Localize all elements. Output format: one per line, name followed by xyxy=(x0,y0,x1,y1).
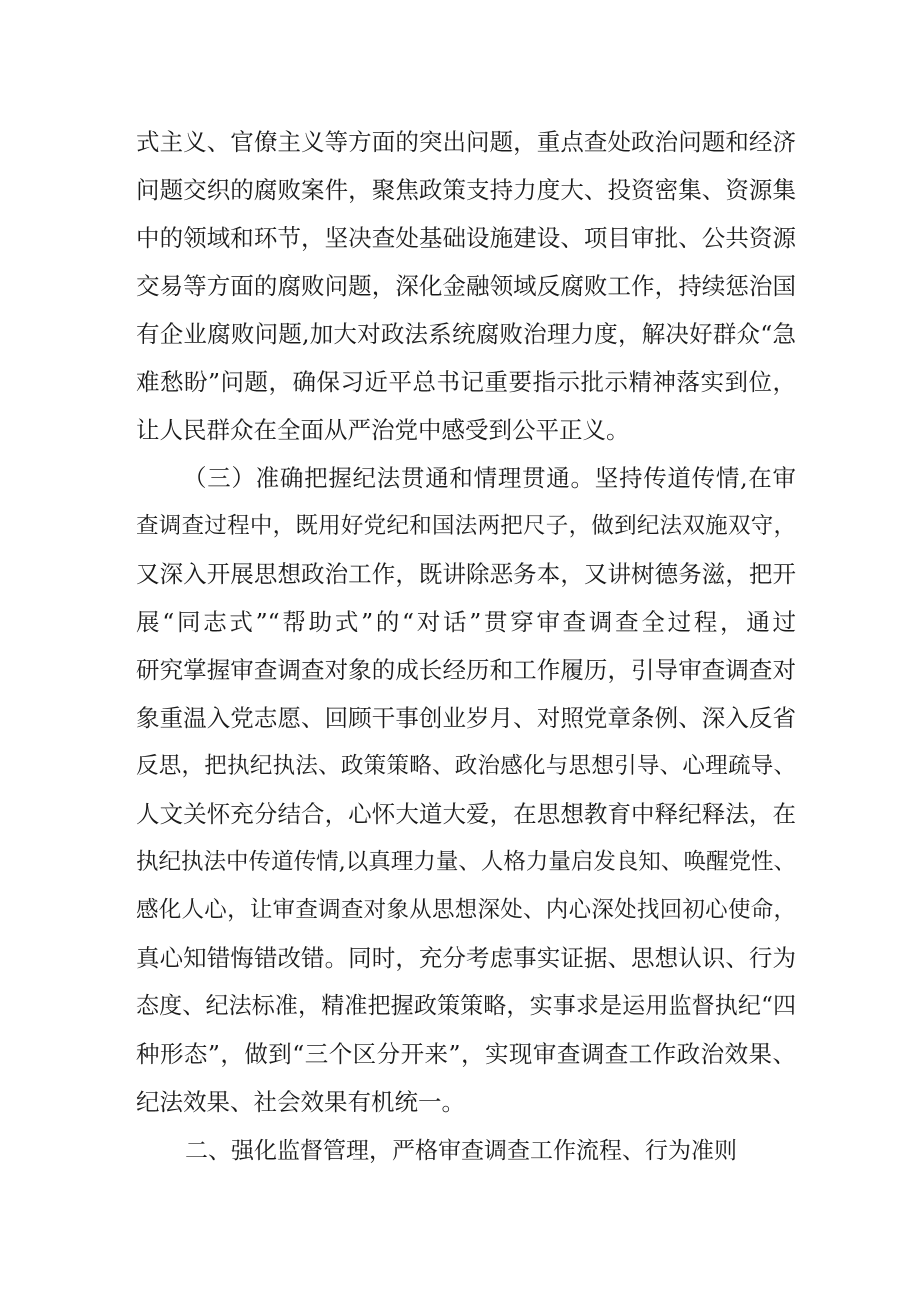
paragraph-1-line-3: 中的领域和环节，坚决查处基础设施建设、项目审批、公共资源 xyxy=(136,224,796,252)
section-heading-2: 二、强化监督管理，严格审查调查工作流程、行为准则 xyxy=(185,1138,737,1164)
paragraph-2-line-9: 执纪执法中传道传情,以真理力量、人格力量启发良知、唤醒党性、 xyxy=(136,849,796,875)
paragraph-2-line-3: 又深入开展思想政治工作，既讲除恶务本，又讲树德务滋，把开 xyxy=(136,560,796,588)
paragraph-2-line-13: 种形态”，做到“三个区分开来”，实现审查调查工作政治效果、 xyxy=(136,1040,796,1068)
paragraph-2-line-5: 研究掌握审查调查对象的成长经历和工作履历，引导审查调查对 xyxy=(136,656,796,684)
paragraph-2-line-12: 态度、纪法标准，精准把握政策策略，实事求是运用监督执纪“四 xyxy=(136,993,796,1019)
paragraph-2-line-6: 象重温入党志愿、回顾干事创业岁月、对照党章条例、深入反省 xyxy=(136,704,796,732)
paragraph-1-line-4: 交易等方面的腐败问题，深化金融领域反腐败工作，持续惩治国 xyxy=(136,272,796,300)
paragraph-1-line-1: 式主义、官僚主义等方面的突出问题，重点查处政治问题和经济 xyxy=(136,128,796,156)
paragraph-2-line-1: （三）准确把握纪法贯通和情理贯通。坚持传道传情,在审 xyxy=(183,464,796,492)
paragraph-1-line-5: 有企业腐败问题,加大对政法系统腐败治理力度，解决好群众“急 xyxy=(136,320,796,348)
paragraph-2-line-11: 真心知错悔错改错。同时，充分考虑事实证据、思想认识、行为 xyxy=(136,944,796,972)
paragraph-1-line-7: 让人民群众在全面从严治党中感受到公平正义。 xyxy=(136,416,630,444)
paragraph-1-line-6: 难愁盼”问题，确保习近平总书记重要指示批示精神落实到位， xyxy=(136,368,796,396)
paragraph-1-line-2: 问题交织的腐败案件，聚焦政策支持力度大、投资密集、资源集 xyxy=(136,176,796,204)
paragraph-2-line-7: 反思，把执纪执法、政策策略、政治感化与思想引导、心理疏导、 xyxy=(136,753,796,779)
paragraph-2-line-10: 感化人心，让审查调查对象从思想深处、内心深处找回初心使命， xyxy=(136,897,796,923)
paragraph-2-line-4: 展“同志式”“帮助式”的“对话”贯穿审查调查全过程，通过 xyxy=(136,608,796,636)
paragraph-2-line-8: 人文关怀充分结合，心怀大道大爱，在思想教育中释纪释法，在 xyxy=(136,800,796,828)
paragraph-2-line-14: 纪法效果、社会效果有机统一。 xyxy=(136,1088,465,1116)
paragraph-2-line-2: 查调查过程中，既用好党纪和国法两把尺子，做到纪法双施双守， xyxy=(136,513,796,539)
